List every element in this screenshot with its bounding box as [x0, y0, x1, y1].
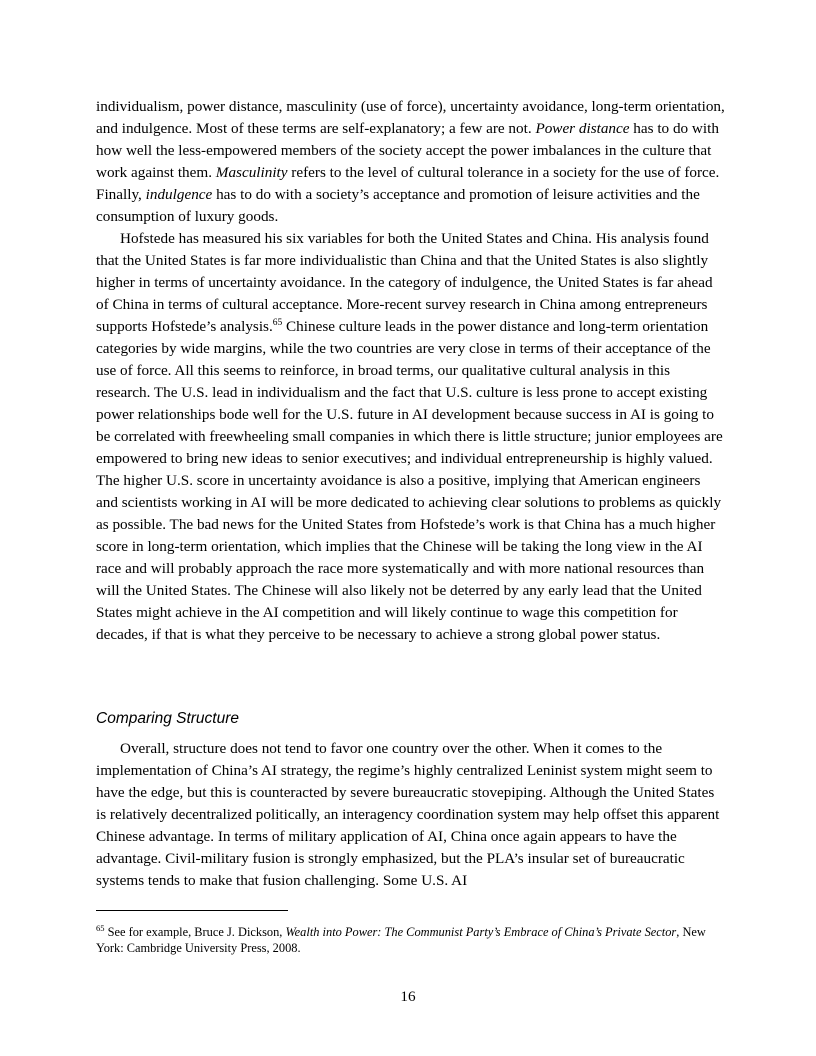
text-run: refers to the level of cultural tolerance in a society for the use of force. Finally, — [96, 164, 720, 203]
text-run: individualism, power distance, masculinity (use of force), uncertainty avoidance, long-term orientation, and indulgence. Most of these terms are self-explanatory; a few are not. — [96, 98, 725, 137]
text-run: Hofstede has measured his six variables for both the United States and China. His analysis found that the United States is far more individualistic than China and that the United States is also slightly higher in terms of uncertainty avoidance. In the category of indulgence, the United States is far ahead of China in terms of cultural acceptance. More-recent survey research in China among entrepreneurs supports Hofstede’s analysis. — [96, 230, 713, 335]
footnote-reference[interactable]: 65 — [272, 318, 283, 328]
italic-term-masculinity: Masculinity — [215, 164, 288, 181]
footnote-number: 65 — [96, 923, 105, 933]
text-run: has to do with how well the less-empowered members of the society accept the power imbalances in the culture that work against them. — [96, 120, 719, 181]
italic-term-power-distance: Power distance — [535, 120, 630, 137]
footnote — [96, 924, 726, 956]
footnote-separator — [96, 910, 288, 911]
text-run: has to do with a society’s acceptance and promotion of leisure activities and the consumption of luxury goods. — [96, 186, 700, 225]
body-paragraph — [96, 228, 726, 646]
italic-term-indulgence: indulgence — [145, 186, 213, 203]
page-number: 16 — [400, 988, 416, 1005]
body-paragraph — [96, 96, 726, 228]
section-heading: Comparing Structure — [96, 710, 240, 727]
book-title: Wealth into Power: The Communist Party’s Embrace of China’s Private Sector — [285, 925, 677, 939]
text-run: , New York: Cambridge University Press, 2008. — [96, 925, 706, 955]
text-run: See for example, Bruce J. Dickson, — [104, 925, 286, 939]
body-paragraph: Overall, structure does not tend to favor one country over the other. When it comes to the implementation of China’s AI strategy, the regime’s highly centralized Leninist system might seem to have the edge, but this is counteracted by severe bureaucratic stovepiping. Although the United States is relatively decentralized politically, an interagency coordination system may help offset this apparent Chinese advantage. In terms of military application of AI, China once again appears to have the advantage. Civil-military fusion is strongly emphasized, but the PLA’s insular set of bureaucratic systems tends to make that fusion challenging. Some U.S. AI — [96, 740, 720, 889]
text-run: Chinese culture leads in the power distance and long-term orientation categories by wide margins, while the two countries are very close in terms of their acceptance of the use of force. All this seems to reinforce, in broad terms, our qualitative cultural analysis in this research. The U.S. lead in individualism and the fact that U.S. culture is less prone to accept existing power relationships bode well for the U.S. future in AI development because success in AI is going to be correlated with freewheeling small companies in which there is little structure; junior employees are empowered to bring new ideas to senior executives; and individual entrepreneurship is highly valued. The higher U.S. score in uncertainty avoidance is also a positive, implying that American engineers and scientists working in AI will be more dedicated to achieving clear solutions to problems as quickly as possible. The bad news for the United States from Hofstede’s work is that China has a much higher score in long-term orientation, which implies that the Chinese will be taking the long view in the AI race and will probably approach the race more systematically and with more national resources than will the United States. The Chinese will also likely not be deterred by any early lead that the United States might achieve in the AI competition and will likely continue to wage this competition for decades, if that is what they perceive to be necessary to achieve a strong global power status. — [96, 318, 723, 643]
